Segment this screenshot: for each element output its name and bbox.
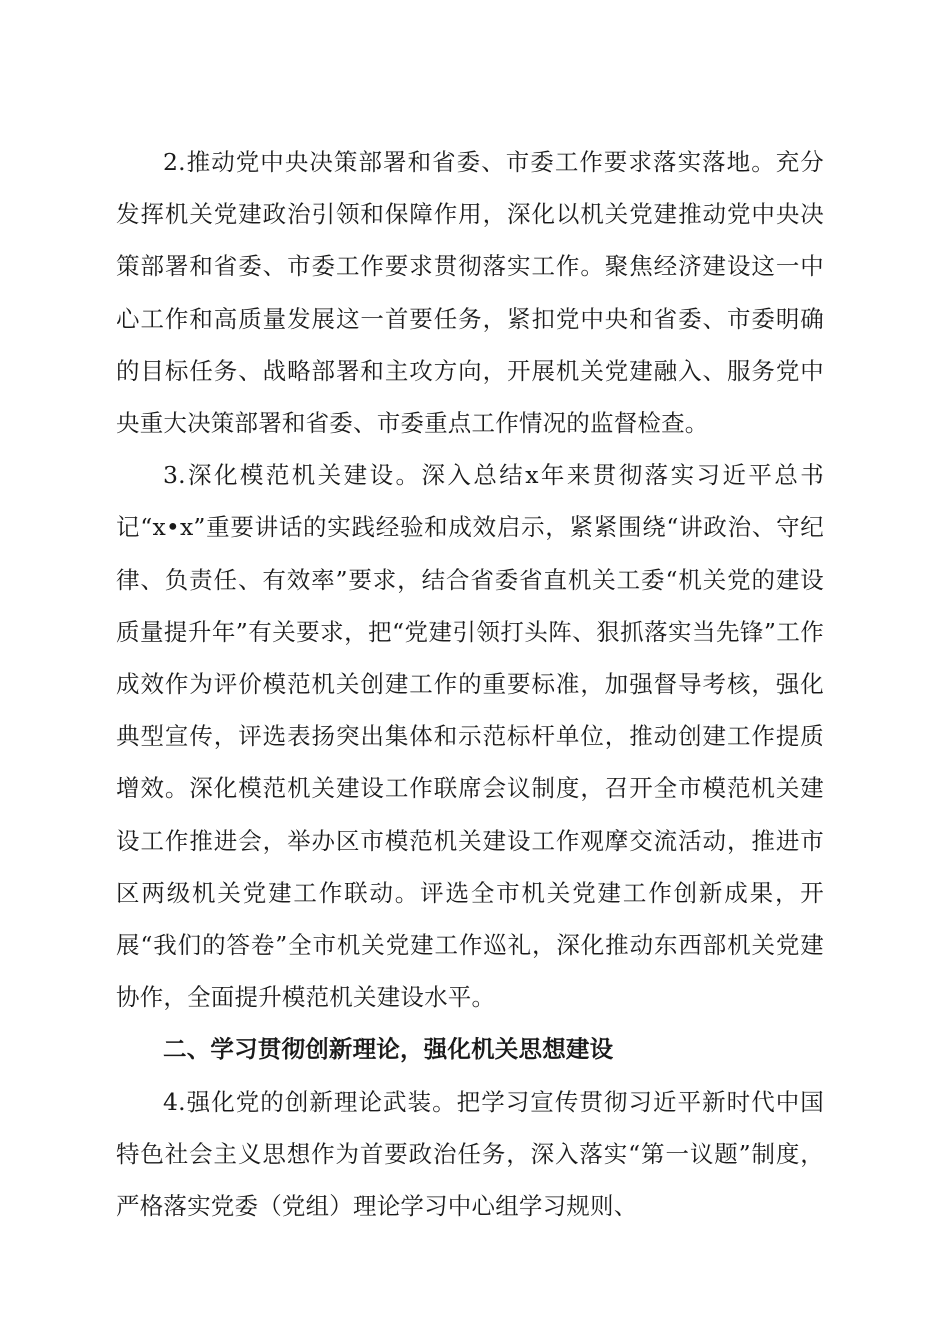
paragraph-item-4: 4.强化党的创新理论武装。把学习宣传贯彻习近平新时代中国特色社会主义思想作为首要政治任务，深入落实“第一议题”制度，严格落实党委（党组）理论学习中心组学习规则、: [116, 1087, 824, 1221]
paragraph-item-2: 2.推动党中央决策部署和省委、市委工作要求落实落地。充分发挥机关党建政治引领和保障作用，深化以机关党建推动党中央决策部署和省委、市委工作要求贯彻落实工作。聚焦经济建设这一中心工作和高质量发展这一首要任务，紧扣党中央和省委、市委明确的目标任务、战略部署和主攻方向，开展机关党建融入、服务党中央重大决策部署和省委、市委重点工作情况的监督检查。: [116, 148, 824, 438]
paragraph-item-3: 3.深化模范机关建设。深入总结x年来贯彻落实习近平总书记“x•x”重要讲话的实践经验和成效启示，紧紧围绕“讲政治、守纪律、负责任、有效率”要求，结合省委省直机关工委“机关党的建设质量提升年”有关要求，把“党建引领打头阵、狠抓落实当先锋”工作成效作为评价模范机关创建工作的重要标准，加强督导考核，强化典型宣传，评选表扬突出集体和示范标杆单位，推动创建工作提质增效。深化模范机关建设工作联席会议制度，召开全市模范机关建设工作推进会，举办区市模范机关建设工作观摩交流活动，推进市区两级机关党建工作联动。评选全市机关党建工作创新成果，开展“我们的答卷”全市机关党建工作巡礼，深化推动东西部机关党建协作，全面提升模范机关建设水平。: [116, 461, 824, 1012]
section-heading: 二、学习贯彻创新理论，强化机关思想建设: [163, 1035, 614, 1064]
document-body: [116, 136, 824, 1232]
